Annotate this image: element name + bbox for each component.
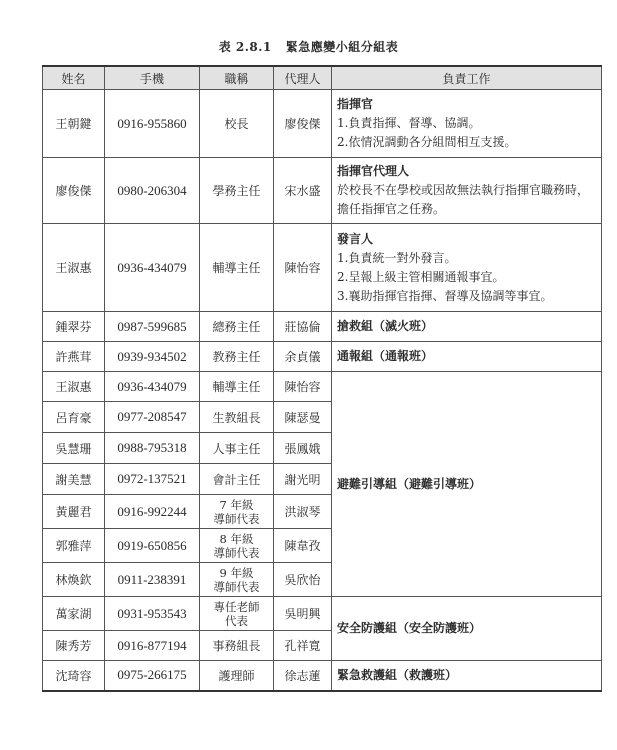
job-title	[200, 597, 274, 631]
job-title: 校長	[200, 90, 274, 158]
agent-name: 陳瑟曼	[274, 402, 332, 433]
duty-lead: 緊急救護組（救護班）	[337, 667, 458, 682]
agent-name: 陳韋孜	[274, 529, 332, 563]
duty-line: 2.依情況調動各分組間相互支援。	[337, 135, 517, 149]
person-name: 呂育豪	[43, 402, 105, 433]
agent-name: 陳怡容	[274, 224, 332, 312]
header-duty: 負責工作	[332, 66, 602, 90]
caption-title: 緊急應變小組分組表	[285, 40, 399, 54]
header-title: 職稱	[200, 66, 274, 90]
job-title	[200, 529, 274, 563]
job-title-line: 代表	[225, 613, 248, 628]
job-title: 護理師	[200, 661, 274, 691]
person-name: 郭雅萍	[43, 529, 105, 563]
agent-name: 張鳳娥	[274, 433, 332, 464]
agent-name: 吳明興	[274, 597, 332, 631]
job-title: 總務主任	[200, 312, 274, 342]
job-title-line: 導師代表	[213, 511, 260, 526]
table-body	[43, 90, 602, 691]
header-name: 姓名	[43, 66, 105, 90]
phone-number: 0977-208547	[105, 402, 200, 433]
agent-name: 孔祥寬	[274, 631, 332, 661]
duty-line: 1.負責指揮、督導、協調。	[337, 116, 481, 130]
table-row	[43, 90, 602, 158]
job-title: 輔導主任	[200, 372, 274, 402]
table-row	[43, 372, 602, 402]
agent-name: 廖俊傑	[274, 90, 332, 158]
duty-line: 1.負責統一對外發言。	[337, 250, 457, 265]
merged-duty-cell	[332, 372, 602, 597]
duty-cell	[332, 661, 602, 691]
phone-number: 0919-650856	[105, 529, 200, 563]
job-title: 會計主任	[200, 464, 274, 495]
person-name: 謝美慧	[43, 464, 105, 495]
header-phone: 手機	[105, 66, 200, 90]
person-name: 林煥欽	[43, 563, 105, 597]
phone-number: 0987-599685	[105, 312, 200, 342]
duty-lead: 指揮官	[337, 97, 374, 111]
table-row	[43, 342, 602, 372]
job-title-line: 專任老師	[213, 599, 260, 614]
header-agent: 代理人	[274, 66, 332, 90]
person-name: 吳慧珊	[43, 433, 105, 464]
person-name: 廖俊傑	[43, 158, 105, 224]
agent-name: 吳欣怡	[274, 563, 332, 597]
agent-name: 徐志蓮	[274, 661, 332, 691]
phone-number: 0936-434079	[105, 224, 200, 312]
duty-cell	[332, 90, 602, 158]
phone-number: 0916-955860	[105, 90, 200, 158]
person-name: 王淑惠	[43, 224, 105, 312]
phone-number: 0936-434079	[105, 372, 200, 402]
person-name: 鍾翠芬	[43, 312, 105, 342]
table-row	[43, 224, 602, 312]
table-row	[43, 661, 602, 691]
caption-number: 表 2.8.1	[218, 40, 272, 54]
job-title-line: 導師代表	[213, 545, 260, 560]
job-title: 生教組長	[200, 402, 274, 433]
phone-number: 0972-137521	[105, 464, 200, 495]
duty-cell	[332, 158, 602, 224]
job-title: 人事主任	[200, 433, 274, 464]
agent-name: 謝光明	[274, 464, 332, 495]
person-name: 萬家湖	[43, 597, 105, 631]
phone-number: 0916-877194	[105, 631, 200, 661]
job-title-line: 7 年級	[219, 497, 254, 512]
duty-line: 2.呈報上級主管相關通報事宜。	[337, 269, 505, 284]
agent-name: 莊協倫	[274, 312, 332, 342]
job-title-line: 9 年級	[219, 565, 254, 580]
header-row	[43, 66, 602, 90]
duty-cell	[332, 312, 602, 342]
duty-lead: 指揮官代理人	[337, 164, 410, 178]
table-row	[43, 158, 602, 224]
agent-name: 宋水盛	[274, 158, 332, 224]
phone-number: 0931-953543	[105, 597, 200, 631]
agent-name: 余貞儀	[274, 342, 332, 372]
person-name: 王朝鍵	[43, 90, 105, 158]
duty-lead: 搶救組（滅火班）	[337, 319, 434, 333]
job-title	[200, 563, 274, 597]
agent-name: 陳怡容	[274, 372, 332, 402]
person-name: 許燕茸	[43, 342, 105, 372]
person-name: 王淑惠	[43, 372, 105, 402]
table-row	[43, 597, 602, 631]
duty-line: 3.襄助指揮官指揮、督導及協調等事宜。	[337, 288, 553, 303]
job-title: 事務組長	[200, 631, 274, 661]
merged-duty-cell	[332, 597, 602, 661]
emergency-team-table	[42, 65, 602, 692]
phone-number: 0939-934502	[105, 342, 200, 372]
table-caption	[0, 38, 617, 55]
phone-number: 0916-992244	[105, 495, 200, 529]
job-title-line: 8 年級	[219, 531, 254, 546]
job-title: 教務主任	[200, 342, 274, 372]
duty-cell	[332, 342, 602, 372]
duty-lead: 發言人	[337, 231, 374, 246]
duty-lead: 避難引導組（避難引導班）	[337, 476, 482, 491]
job-title	[200, 495, 274, 529]
phone-number: 0980-206304	[105, 158, 200, 224]
person-name: 陳秀芳	[43, 631, 105, 661]
person-name: 黃麗君	[43, 495, 105, 529]
duty-line: 於校長不在學校或因故無法執行指揮官職務時，擔任指揮官之任務。	[337, 183, 590, 216]
agent-name: 洪淑琴	[274, 495, 332, 529]
phone-number: 0988-795318	[105, 433, 200, 464]
duty-lead: 通報組（通報班）	[337, 349, 434, 363]
duty-lead: 安全防護組（安全防護班）	[337, 621, 482, 635]
person-name: 沈琦容	[43, 661, 105, 691]
job-title: 輔導主任	[200, 224, 274, 312]
job-title: 學務主任	[200, 158, 274, 224]
phone-number: 0975-266175	[105, 661, 200, 691]
job-title-line: 導師代表	[213, 579, 260, 594]
duty-cell	[332, 224, 602, 312]
table-row	[43, 312, 602, 342]
phone-number: 0911-238391	[105, 563, 200, 597]
